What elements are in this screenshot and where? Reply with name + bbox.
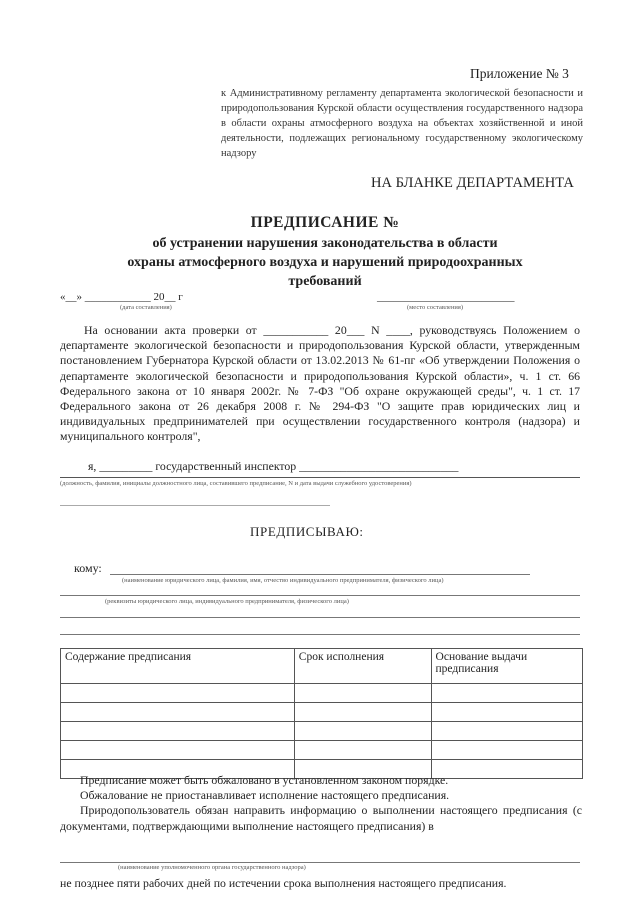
table-cell (61, 703, 295, 722)
prescription-table (60, 648, 583, 779)
table-row (61, 703, 583, 722)
recipient-line-1 (110, 574, 530, 575)
legal-basis-text (60, 323, 580, 445)
recipient-line-4 (60, 634, 580, 635)
date-value: «__» ____________ 20__ г (60, 291, 183, 303)
table-cell (61, 684, 295, 703)
appendix-number: Приложение № 3 (470, 66, 569, 81)
recipient-caption-2: (реквизиты юридического лица, индивидуального предпринимателя, физического лица) (105, 598, 349, 605)
table-cell (61, 741, 295, 760)
document-subtitle-line1: об устранении нарушения законодательства в области (152, 236, 498, 251)
table-row (61, 684, 583, 703)
table-cell (294, 703, 431, 722)
document-title-block (100, 214, 550, 291)
inspector-underline (60, 477, 580, 478)
inspector-caption: (должность, фамилия, инициалы должностного лица, составившего предписание, N и дата выдачи служебного удостоверения) (60, 480, 412, 487)
table-cell (294, 684, 431, 703)
footer-text (60, 773, 582, 834)
legal-basis-paragraph: На основании акта проверки от ___________ 20___ N ____, руководствуясь Положением о департаменте экологической безопасности и природопользования Курской области, утвержденным постановлением Губернатора Курской области от 13.02.2013 № 61-пг «Об утверждении Положения о департаменте экологической безопасности и природопользования Курской области», ч. 1 ст. 66 Федерального закона от 10 января 2002г. № 7-ФЗ "Об охране окружающей среды", ч. 1 ст. 17 Федерального закона от 26 декабря 2008 г. № 294-ФЗ "О защите прав юридических лиц и индивидуальных предпринимателей при осуществлении государственного контроля (надзора) и муниципального контроля", (60, 323, 580, 444)
table-row (61, 722, 583, 741)
table-cell (431, 722, 582, 741)
inspector-line: я, _________ государственный инспектор ___________________________ (88, 459, 459, 473)
date-field (60, 291, 183, 311)
table-cell (431, 741, 582, 760)
table-cell (61, 722, 295, 741)
recipient-line-2 (60, 595, 580, 596)
appeal-suspension-note: Обжалование не приостанавливает исполнение настоящего предписания. (80, 788, 450, 803)
recipient-line-3 (60, 617, 580, 618)
recipient-caption-1: (наименование юридического лица, фамилия, имя, отчество индивидуального предпринимателя, физического лица) (122, 577, 444, 584)
date-caption: (дата составления) (120, 304, 172, 311)
inspector-extra-line (60, 505, 330, 506)
reporting-obligation: Природопользователь обязан направить информацию о выполнении настоящего предписания (с документами, подтверждающими выполнение настоящего предписания) в (60, 803, 582, 833)
appeal-note: Предписание может быть обжаловано в установленном законом порядке. (80, 773, 449, 787)
prescribe-heading: ПРЕДПИСЫВАЮ: (250, 524, 364, 539)
table-cell (294, 722, 431, 741)
table-header-content: Содержание предписания (61, 649, 295, 684)
place-caption: (место составления) (407, 304, 464, 311)
table-cell (294, 741, 431, 760)
table-header-deadline: Срок исполнения (294, 649, 431, 684)
place-value: _________________________ (377, 291, 515, 303)
recipient-label: кому: (74, 561, 102, 575)
document-subtitle-line2: охраны атмосферного воздуха и нарушений природоохранных требований (127, 255, 523, 289)
department-blank-label: НА БЛАНКЕ ДЕПАРТАМЕНТА (371, 175, 574, 191)
place-field (377, 291, 515, 311)
deadline-note: не позднее пяти рабочих дней по истечении срока выполнения настоящего предписания. (60, 876, 507, 890)
reglament-reference: к Административному регламенту департамента экологической безопасности и природопользования Курской области осуществления государственного надзора в области охраны атмосферного воздуха на объектах хозяйственной и иной деятельности, подлежащих региональному государственному экологическому надзору (221, 88, 583, 159)
table-row (61, 741, 583, 760)
table-cell (431, 684, 582, 703)
table-header-row (61, 649, 583, 684)
authority-line (60, 862, 580, 863)
table-header-basis: Основание выдачи предписания (431, 649, 582, 684)
document-title: ПРЕДПИСАНИЕ № (250, 214, 400, 231)
authority-caption: (наименование уполномоченного органа государственного надзора) (118, 864, 306, 871)
table-cell (431, 703, 582, 722)
